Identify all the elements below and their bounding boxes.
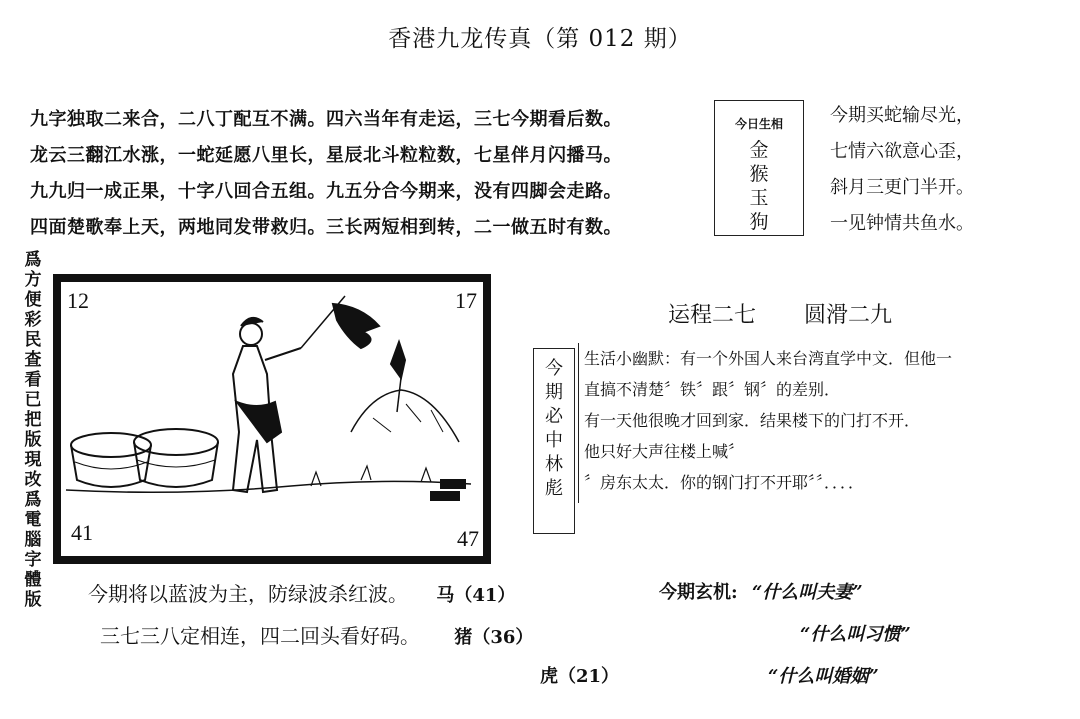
side-char: 看 [24, 370, 42, 390]
riddle-label-text: 今期玄机: [659, 582, 738, 603]
zodiac-item: 玉 [749, 187, 769, 209]
right-poem-line: 今期买蛇输尽光， [830, 105, 974, 126]
side-char: 方 [24, 270, 42, 290]
fortune-heading [668, 298, 940, 329]
zodiac-item: 金 [749, 139, 769, 161]
right-poem [830, 98, 974, 242]
page-title: 香港九龙传真（第 012 期） [388, 26, 692, 52]
poem-line: 龙云三翻江水涨，一蛇延愿八里长，星辰北斗粒粒数，七星伴月闪播马。 [30, 145, 622, 166]
animal-pick: 马（41） [436, 585, 516, 606]
zodiac-item: 猴 [749, 163, 769, 185]
side-char: 版 [24, 430, 42, 450]
riddle-question: “什么叫婚姻” [768, 666, 879, 687]
corner-number-top-right: 17 [455, 288, 477, 313]
prediction-char: 期 [545, 382, 563, 403]
poem-line: 四面楚歌奉上天，两地同发带救归。三长两短相到转，二一做五时有数。 [30, 217, 622, 238]
animal-pick: 猪（36） [454, 627, 534, 648]
side-char: 字 [24, 550, 42, 570]
side-char: 版 [24, 590, 42, 610]
poem-line: 九字独取二来合，二八丁配互不满。四六当年有走运，三七今期看后数。 [30, 109, 622, 130]
bottom-line-1 [88, 578, 515, 607]
poem-line: 九九归一成正果，十字八回合五组。九五分合今期来，没有四脚会走路。 [30, 181, 622, 202]
wave-tip: 今期将以蓝波为主，防绿波杀红波。 [88, 582, 408, 606]
prediction-char: 彪 [545, 478, 563, 499]
joke-line: 生活小幽默：有一个外国人来台湾直学中文．但他一 [584, 349, 953, 368]
fortune-label: 圆滑二九 [804, 303, 893, 328]
right-poem-line: 七情六欲意心歪， [830, 141, 974, 162]
prediction-char: 必 [545, 406, 563, 427]
side-char: 民 [24, 330, 42, 350]
side-char: 改 [24, 470, 42, 490]
zodiac-item: 狗 [749, 211, 769, 233]
side-vertical-text [20, 250, 46, 610]
prediction-box [533, 348, 575, 534]
joke-line: 直搞不清楚〞铁〞跟〞钢〞的差别． [584, 380, 841, 399]
animal-pick: 虎（21） [540, 666, 620, 687]
side-char: 查 [24, 350, 42, 370]
joke-line: 他只好大声往楼上喊〞 [584, 442, 745, 461]
joke-line: 有一天他很晚才回到家．结果楼下的门打不开． [584, 411, 921, 430]
riddle-label [659, 578, 863, 604]
prediction-char: 林 [545, 454, 563, 475]
prediction-char: 中 [545, 430, 563, 451]
main-poem [30, 102, 622, 246]
ink-illustration [61, 282, 483, 556]
prediction-char: 今 [545, 358, 563, 379]
side-char: 爲 [24, 490, 42, 510]
side-char: 已 [24, 390, 42, 410]
bottom-line-2 [100, 620, 533, 649]
side-char: 腦 [24, 530, 42, 550]
number-tip: 三七三八定相连，四二回头看好码。 [100, 624, 420, 648]
fortune-label: 运程二七 [668, 303, 757, 328]
right-poem-line: 斜月三更门半开。 [830, 177, 974, 198]
side-char: 電 [24, 510, 42, 530]
illustration-panel [53, 274, 491, 564]
corner-number-bottom-left: 41 [71, 520, 93, 545]
zodiac-header: 今日生相 [734, 117, 783, 131]
side-char: 體 [24, 570, 42, 590]
joke-line: 〞房东太太．你的钢门打不开耶〞〞．．．． [584, 473, 865, 492]
corner-number-bottom-right: 47 [457, 526, 479, 551]
riddle-question: “什么叫夫妻” [751, 582, 863, 603]
corner-number-top-left: 12 [67, 288, 89, 313]
side-char: 便 [24, 290, 42, 310]
prediction-text [534, 357, 574, 501]
side-char: 爲 [24, 250, 42, 270]
riddle-question: “什么叫习惯” [800, 624, 911, 645]
side-char: 把 [24, 410, 42, 430]
right-poem-line: 一见钟情共鱼水。 [830, 213, 974, 234]
side-char: 彩 [24, 310, 42, 330]
side-char: 現 [24, 450, 42, 470]
zodiac-box [714, 100, 804, 236]
joke-text [584, 343, 952, 498]
